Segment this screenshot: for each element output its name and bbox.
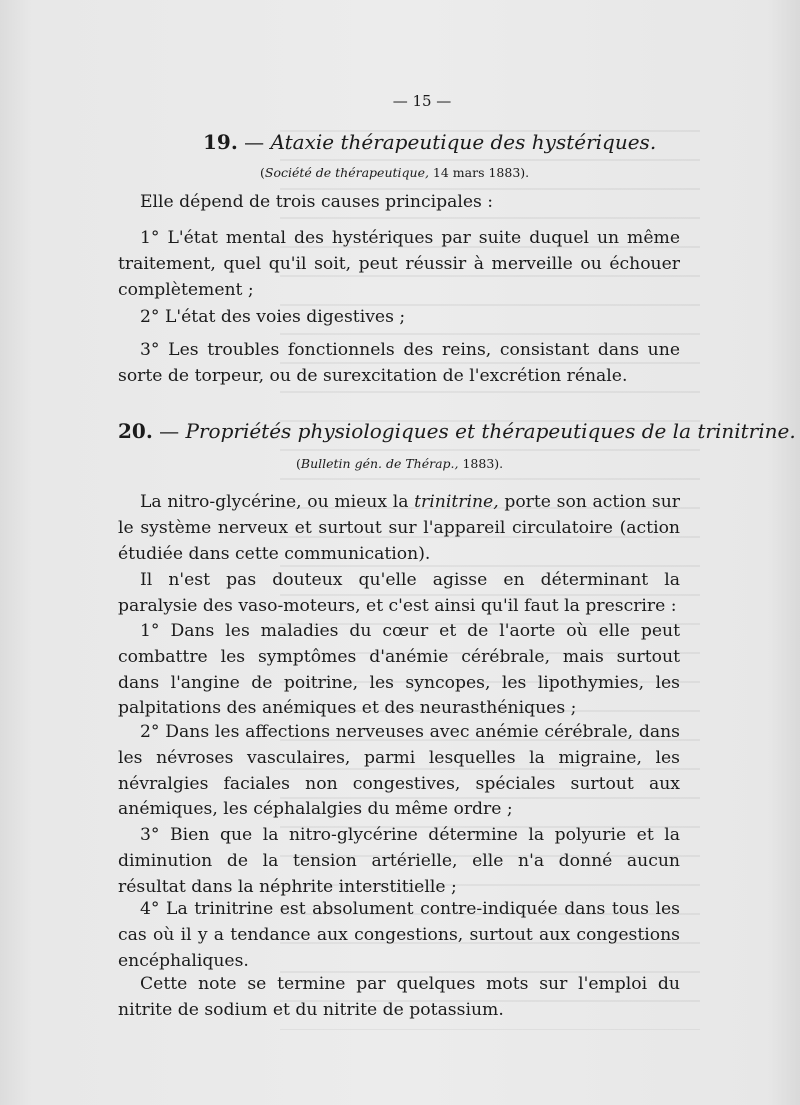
intro-text-before: La nitro-glycérine, ou mieux la [140,492,415,512]
section-20-source-open: ( [296,456,301,471]
section-19-source-journal: Société de thérapeutique, [264,165,429,180]
section-19-paragraph: 1° L'état mental des hystériques par suite duquel un même traitement, quel qu'il soit, peut réussir à merveille ou échouer complètement ; [118,228,680,300]
section-20-paragraph: 1° Dans les maladies du cœur et de l'aorte où elle peut combattre les symptômes d'anémie cérébrale, mais surtout dans l'angine de poitrine, les syncopes, les lipothymies, les palpitations des anémiques et des neurasthéniques ; [118,621,680,719]
section-20-paragraph: 4° La trinitrine est absolument contre-indiquée dans tous les cas où il y a tendance aux congestions, surtout aux congestions encéphaliques. [118,899,680,971]
section-19-paragraph: Elle dépend de trois causes principales : [140,192,494,212]
section-20-source-journal: Bulletin gén. de Thérap., [300,456,459,471]
section-20-dash: — [159,419,180,443]
section-19-heading [203,130,656,154]
section-19-source-open: ( [260,165,265,180]
section-20-heading [118,419,796,443]
section-19-paragraph: 3° Les troubles fonctionnels des reins, consistant dans une sorte de torpeur, ou de surexcitation de l'excrétion rénale. [118,340,680,386]
section-20-paragraph: 3° Bien que la nitro-glycérine détermine la polyurie et la diminution de la tension artérielle, elle n'a donné aucun résultat dans la néphrite interstitielle ; [118,825,680,897]
section-20-number: 20. [118,419,153,443]
page-number: — 15 — [392,92,452,110]
section-19-source [260,165,529,180]
intro-text-italic: trinitrine, [414,492,499,512]
section-20-paragraph: 2° Dans les affections nerveuses avec anémie cérébrale, dans les névroses vasculaires, parmi lesquelles la migraine, les névralgies faciales non congestives, spéciales surtout aux anémiques, les céphalalgies du même ordre ; [118,722,680,820]
section-19-number: 19. [203,130,238,154]
section-20-title: Propriétés physiologiques et thérapeutiques de la trinitrine. [185,419,796,443]
section-19-source-date: 14 mars 1883). [428,165,530,180]
section-20-source [296,456,503,471]
section-19-title: Ataxie thérapeutique des hystériques. [270,130,657,154]
section-20-paragraph: Il n'est pas douteux qu'elle agisse en déterminant la paralysie des vaso-moteurs, et c'est ainsi qu'il faut la prescrire : [118,570,680,616]
intro-text-after: porte son action sur le système nerveux et surtout sur l'appareil circulatoire (action étudiée dans cette communication). [118,492,680,564]
section-19-paragraph: 2° L'état des voies digestives ; [140,307,406,327]
section-20-intro-paragraph [118,490,680,567]
section-20-source-date: 1883). [458,456,504,471]
section-19-dash: — [244,130,265,154]
section-20-paragraph: Cette note se termine par quelques mots sur l'emploi du nitrite de sodium et du nitrite de potassium. [118,974,680,1020]
